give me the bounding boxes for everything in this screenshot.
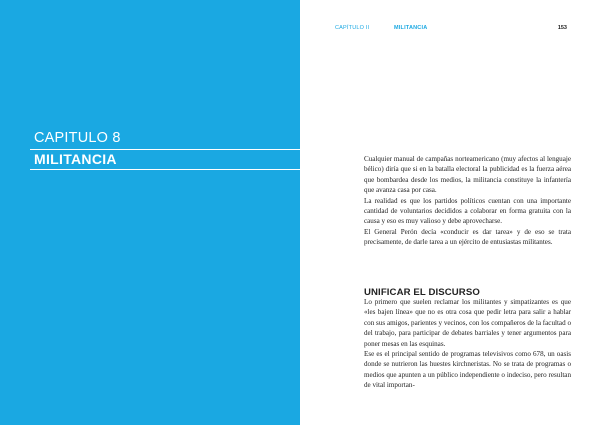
paragraph: El General Perón decía «conducir es dar tarea» y de eso se trata precisamente, de darle tarea a un ejército de entusiastas militantes. — [364, 227, 571, 247]
intro-text-block — [364, 154, 571, 248]
chapter-divider-bottom — [30, 169, 300, 170]
running-head-chapter: CAPÍTULO II — [335, 25, 370, 31]
running-head-section: MILITANCIA — [394, 25, 428, 31]
chapter-title: MILITANCIA — [34, 151, 117, 167]
paragraph: Ese es el principal sentido de programas televisivos como 678, un oasis donde se nutrieron las huestes kirchneristas. No se trata de programas o medios que apunten a un público independiente o indeciso, pero resultan de vital importan- — [364, 350, 571, 390]
paragraph: Lo primero que suelen reclamar los militantes y simpatizantes es que «les bajen línea» que no es otra cosa que pedir letra para salir a hablar con sus amigos, parientes y vecinos, con los compañeros de la facultad o del trabajo, para participar de debates barriales y tener argumentos para poner mesas en las esquinas. — [364, 298, 571, 348]
paragraph: Cualquier manual de campañas norteamericano (muy afectos al lenguaje bélico) diría que si en la batalla electoral la publicidad es la fuerza aérea que bombardea desde los medios, la militancia constituye la infantería que avanza casa por casa. — [364, 155, 571, 195]
chapter-divider-top — [30, 149, 300, 150]
page-number: 153 — [557, 25, 567, 31]
section-subheading: UNIFICAR EL DISCURSO — [364, 287, 480, 298]
body-text-block — [364, 297, 571, 391]
right-page — [300, 0, 600, 425]
paragraph: La realidad es que los partidos políticos cuentan con una importante cantidad de voluntarios decididos a colaborar en forma gratuita con la causa y eso es muy valioso y debe aprovecharse. — [364, 196, 571, 226]
chapter-label: CAPITULO 8 — [34, 130, 121, 146]
